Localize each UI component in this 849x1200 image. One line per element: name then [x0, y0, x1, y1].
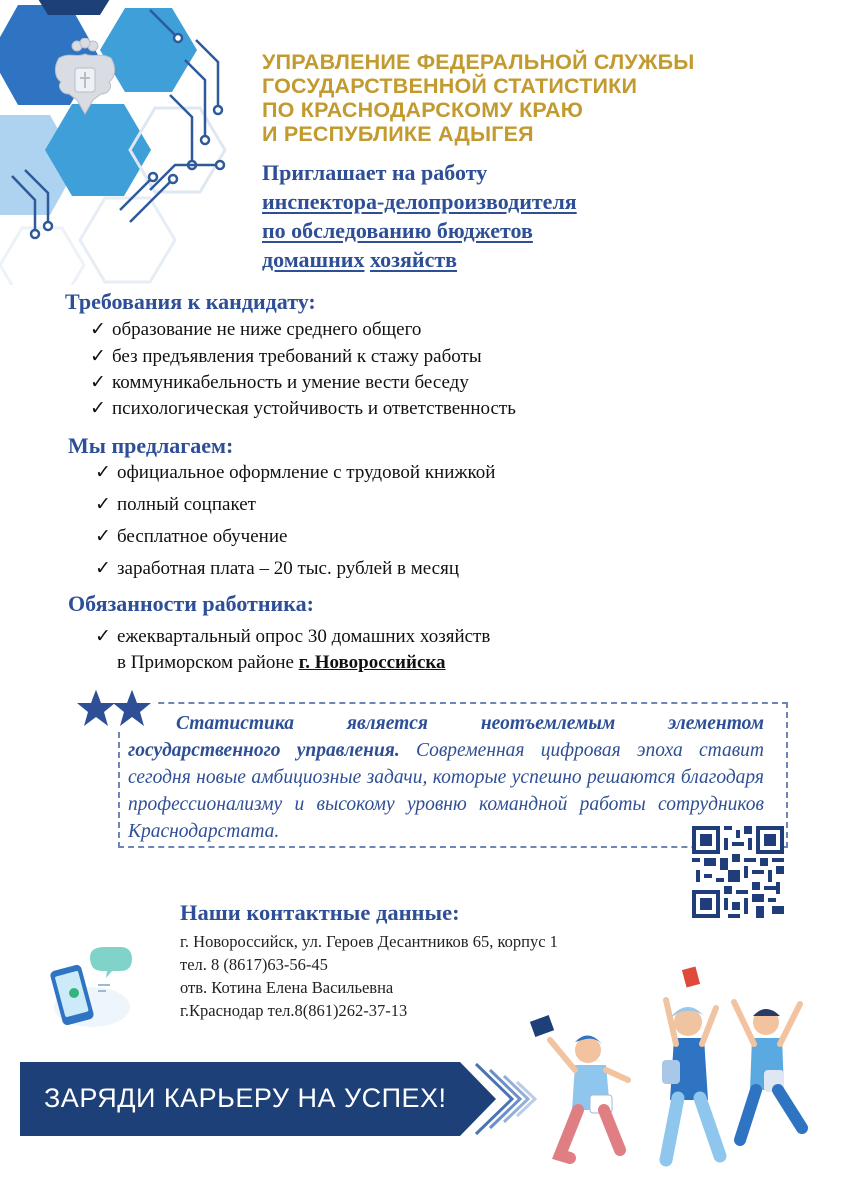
coat-of-arms-icon	[47, 38, 123, 118]
organization-line-3: ПО КРАСНОДАРСКОМУ КРАЮ	[262, 98, 584, 122]
check-icon: ✓	[90, 372, 106, 393]
check-icon: ✓	[90, 346, 106, 367]
quote-bold: Статистика является неотъемлемым элементом государственного управления.	[128, 713, 764, 761]
banner-slogan: ЗАРЯДИ КАРЬЕРУ НА УСПЕХ!	[44, 1083, 447, 1113]
contacts-heading: Наши контактные данные:	[180, 900, 460, 925]
duties-heading: Обязанности работника:	[68, 591, 314, 616]
invitation-line-4a: домашних	[262, 247, 365, 272]
check-icon: ✓	[95, 494, 111, 515]
duty-item-location: в Приморском районе г. Новороссийска	[117, 652, 446, 673]
check-icon: ✓	[95, 462, 111, 483]
duty-item: ✓ ежеквартальный опрос 30 домашних хозяйств	[95, 626, 491, 647]
requirements-heading: Требования к кандидату:	[65, 289, 316, 314]
organization-line-4: И РЕСПУБЛИКЕ АДЫГЕЯ	[262, 122, 534, 146]
check-icon: ✓	[90, 319, 106, 340]
invitation-line-2: инспектора-делопроизводителя	[262, 189, 577, 214]
requirement-item: ✓ психологическая устойчивость и ответственность	[90, 398, 516, 419]
city-name: г. Новороссийска	[298, 652, 446, 673]
offers-heading: Мы предлагаем:	[68, 433, 234, 458]
requirement-item: ✓ без предъявления требований к стажу работы	[90, 346, 482, 367]
offer-item: ✓ заработная плата – 20 тыс. рублей в месяц	[95, 558, 460, 579]
jumping-people-illustration	[520, 960, 820, 1190]
invitation-line-4b: хозяйств	[369, 247, 458, 272]
requirement-item: ✓ коммуникабельность и умение вести беседу	[90, 372, 469, 393]
offer-item: ✓ полный соцпакет	[95, 494, 256, 515]
requirement-item: ✓ образование не ниже среднего общего	[90, 319, 422, 340]
job-invitation	[262, 158, 782, 274]
invitation-line-3: по обследованию бюджетов	[262, 218, 533, 243]
offer-item: ✓ бесплатное обучение	[95, 526, 288, 547]
contact-address: г. Новороссийск, ул. Героев Десантников 65, корпус 1	[180, 932, 558, 951]
organization-name	[262, 50, 822, 146]
invitation-line-1: Приглашает на работу	[262, 160, 488, 185]
phone-chat-icon	[50, 945, 135, 1030]
organization-line-1: УПРАВЛЕНИЕ ФЕДЕРАЛЬНОЙ СЛУЖБЫ	[262, 50, 695, 74]
qr-code-icon	[692, 826, 784, 918]
quote-text	[128, 710, 764, 845]
check-icon: ✓	[95, 558, 111, 579]
contact-krasnodar-phone: г.Краснодар тел.8(861)262-37-13	[180, 1001, 408, 1020]
quote-rest: Современная цифровая эпоха ставит сегодня новые амбициозные задачи, которые успешно решаются благодаря профессионализму и высокому уровню командной работы сотрудников Краснодарстата.	[128, 740, 764, 842]
check-icon: ✓	[95, 626, 111, 647]
check-icon: ✓	[90, 398, 106, 419]
organization-line-2: ГОСУДАРСТВЕННОЙ СТАТИСТИКИ	[262, 74, 638, 98]
contact-phone: тел. 8 (8617)63-56-45	[180, 955, 328, 974]
contact-responsible: отв. Котина Елена Васильевна	[180, 978, 394, 997]
offer-item: ✓ официальное оформление с трудовой книжкой	[95, 462, 496, 483]
check-icon: ✓	[95, 526, 111, 547]
